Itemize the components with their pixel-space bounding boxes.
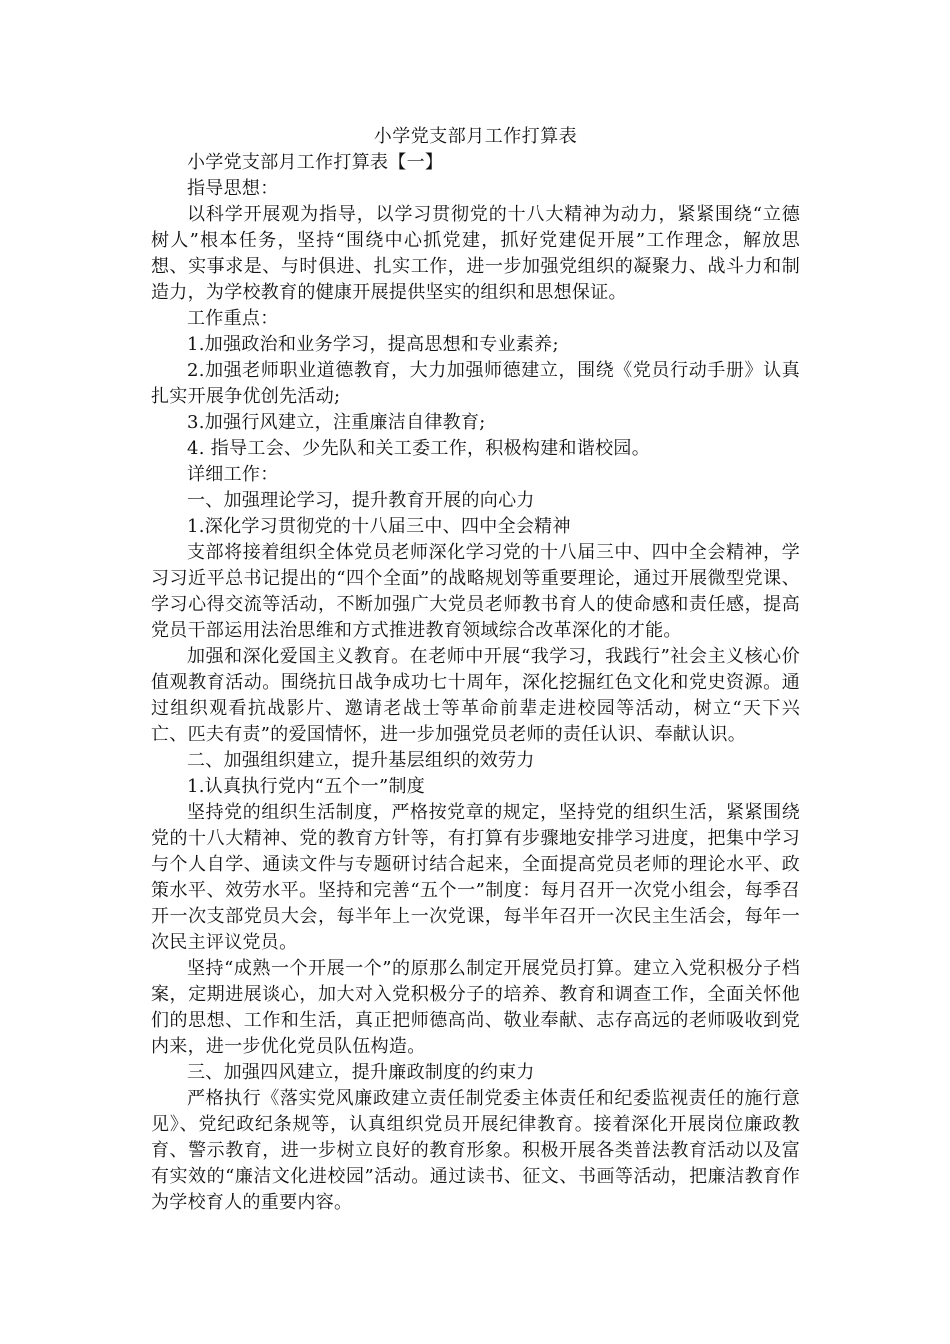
paragraph-body: 坚持党的组织生活制度，严格按党章的规定，坚持党的组织生活，紧紧围绕党的十八大精神、党的教育方针等，有打算有步骤地安排学习进度，把集中学习与个人自学、通读文件与专题研讨结合起来，全面提高党员老师的理论水平、政策水平、效劳水平。坚持和完善“五个一”制度：每月召开一次党小组会，每季召开一次支部党员大会，每半年上一次党课，每半年召开一次民主生活会，每年一次民主评议党员。 — [151, 802, 800, 953]
paragraph-body: 支部将接着组织全体党员老师深化学习党的十八届三中、四中全会精神，学习习近平总书记提出的“四个全面”的战略规划等重要理论，通过开展微型党课、学习心得交流等活动，不断加强广大党员老师教书育人的使命感和责任感，提高党员干部运用法治思维和方式推进教育领域综合改革深化的才能。 — [151, 542, 800, 641]
section-heading-1: 一、加强理论学习，提升教育开展的向心力 — [187, 490, 535, 511]
paragraph-focus-2: 2.加强老师职业道德教育，大力加强师德建立，围绕《党员行动手册》认真扎实开展争优创先活动; — [151, 360, 800, 407]
paragraph-detailed-work-label: 详细工作： — [187, 464, 279, 485]
subsection-heading-1-1: 1.深化学习贯彻党的十八届三中、四中全会精神 — [187, 516, 571, 537]
subsection-heading-2-1: 1.认真执行党内“五个一”制度 — [187, 776, 426, 797]
paragraph-focus-1: 1.加强政治和业务学习，提高思想和专业素养; — [187, 334, 559, 355]
paragraph-heading-1: 小学党支部月工作打算表【一】 — [187, 152, 444, 173]
document-title: 小学党支部月工作打算表 — [373, 126, 578, 147]
paragraph-body: 加强和深化爱国主义教育。在老师中开展“我学习，我践行”社会主义核心价值观教育活动。围绕抗日战争成功七十周年，深化挖掘红色文化和党史资源。通过组织观看抗战影片、邀请老战士等革命前辈走进校园等活动，树立“天下兴亡、匹夫有责”的爱国情怀，进一步加强党员老师的责任认识、奉献认识。 — [151, 646, 800, 745]
paragraph-guiding-thought-label: 指导思想： — [187, 178, 279, 199]
paragraph-guiding-thought: 以科学开展观为指导，以学习贯彻党的十八大精神为动力，紧紧围绕“立德树人”根本任务，坚持“围绕中心抓党建，抓好党建促开展”工作理念，解放思想、实事求是、与时俱进、扎实工作，进一步加强党组织的凝聚力、战斗力和制造力，为学校教育的健康开展提供坚实的组织和思想保证。 — [151, 204, 800, 303]
paragraph-focus-3: 3.加强行风建立，注重廉洁自律教育; — [187, 412, 486, 433]
paragraph-body: 坚持“成熟一个开展一个”的原那么制定开展党员打算。建立入党积极分子档案，定期进展谈心，加大对入党积极分子的培养、教育和调查工作，全面关怀他们的思想、工作和生活，真正把师德高尚、敬业奉献、志存高远的老师吸收到党内来，进一步优化党员队伍构造。 — [151, 958, 800, 1057]
paragraph-focus-4: 4. 指导工会、少先队和关工委工作，积极构建和谐校园。 — [187, 438, 650, 459]
paragraph-work-focus-label: 工作重点： — [187, 308, 279, 329]
section-heading-3: 三、加强四风建立，提升廉政制度的约束力 — [187, 1062, 535, 1083]
section-heading-2: 二、加强组织建立，提升基层组织的效劳力 — [187, 750, 535, 771]
paragraph-body: 严格执行《落实党风廉政建立责任制党委主体责任和纪委监视责任的施行意见》、党纪政纪条规等，认真组织党员开展纪律教育。接着深化开展岗位廉政教育、警示教育，进一步树立良好的教育形象。积极开展各类普法教育活动以及富有实效的“廉洁文化进校园”活动。通过读书、征文、书画等活动，把廉洁教育作为学校育人的重要内容。 — [151, 1088, 800, 1213]
